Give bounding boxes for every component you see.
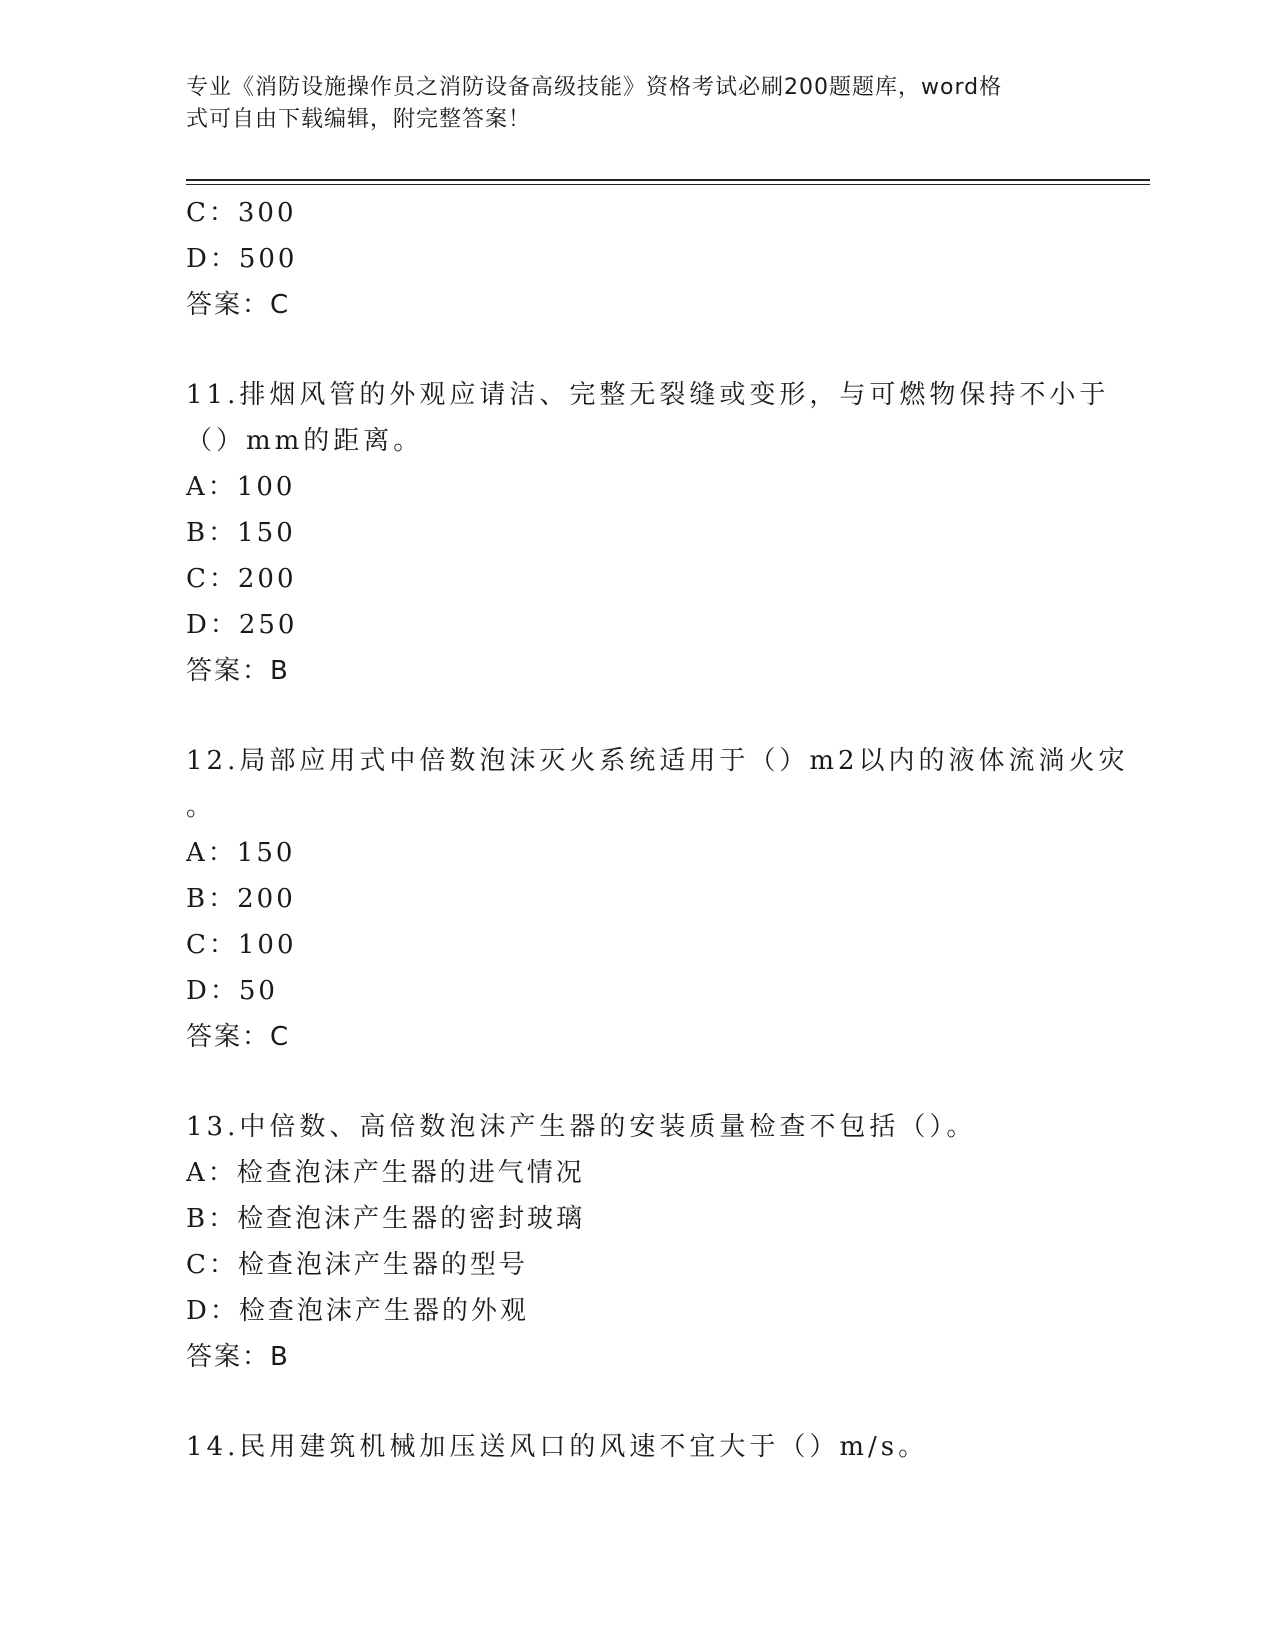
header-rule-thin <box>186 184 1150 185</box>
question-text: （）mm的距离。 <box>186 426 424 456</box>
option: D：检查泡沫产生器的外观 <box>186 1296 529 1326</box>
spacer <box>186 694 1086 738</box>
option: C：100 <box>186 930 297 960</box>
option: B：检查泡沫产生器的密封玻璃 <box>186 1204 586 1234</box>
option: C：检查泡沫产生器的型号 <box>186 1250 528 1280</box>
header-line-1: 专业《消防设施操作员之消防设备高级技能》资格考试必刷200题题库，word格 <box>186 75 1003 100</box>
header-rule-thick <box>186 179 1150 181</box>
question-text: 12.局部应用式中倍数泡沫灭火系统适用于（）m2以内的液体流淌火灾 <box>186 746 1129 776</box>
question-text: 14.民用建筑机械加压送风口的风速不宜大于（）m/s。 <box>186 1432 929 1462</box>
question-text: 11.排烟风管的外观应请洁、完整无裂缝或变形，与可燃物保持不小于 <box>186 380 1110 410</box>
question-text: 。 <box>186 792 217 822</box>
question-13 <box>186 1104 1086 1380</box>
option: D：50 <box>186 976 278 1006</box>
spacer <box>186 1060 1086 1104</box>
option: A：检查泡沫产生器的进气情况 <box>186 1158 585 1188</box>
spacer <box>186 328 1086 372</box>
document-body <box>186 190 1129 1470</box>
option: D：250 <box>186 610 298 640</box>
option: A：150 <box>186 838 296 868</box>
answer: 答案：B <box>186 656 290 686</box>
spacer <box>186 1380 1086 1424</box>
option: B：200 <box>186 884 296 914</box>
question-11 <box>186 372 1110 694</box>
answer: 答案：C <box>186 290 291 320</box>
option: A：100 <box>186 472 296 502</box>
option: C：200 <box>186 564 297 594</box>
question-14 <box>186 1424 1086 1470</box>
prev-question <box>186 190 1086 328</box>
option: B：150 <box>186 518 296 548</box>
header-line-2: 式可自由下载编辑，附完整答案！ <box>186 107 532 132</box>
document-header <box>186 72 1066 136</box>
question-12 <box>186 738 1129 1060</box>
answer: 答案：C <box>186 1022 291 1052</box>
option: D：500 <box>186 244 298 274</box>
option: C：300 <box>186 198 297 228</box>
answer: 答案：B <box>186 1342 290 1372</box>
question-text: 13.中倍数、高倍数泡沫产生器的安装质量检查不包括（）。 <box>186 1112 977 1142</box>
